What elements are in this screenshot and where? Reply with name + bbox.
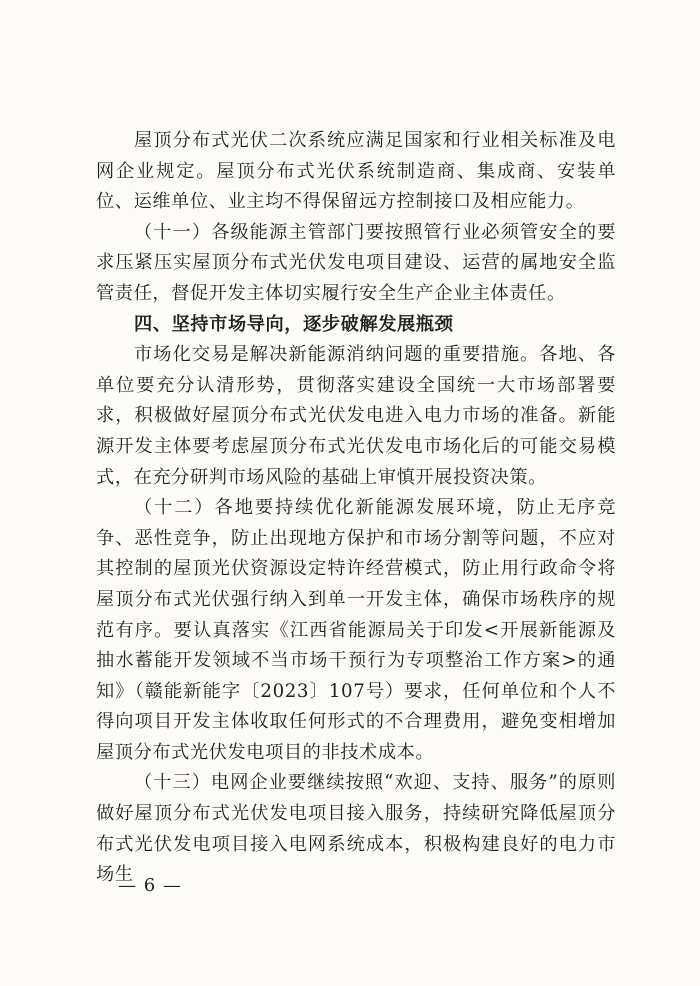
paragraph-item-12: （十二）各地要持续优化新能源发展环境，防止无序竞争、恶性竞争，防止出现地方保护和市场分割等问题，不应对其控制的屋顶光伏资源设定特许经营模式，防止用行政命令将屋顶分布式光伏强行纳入到单一开发主体，确保市场秩序的规范有序。要认真落实《江西省能源局关于印发<开展新能源及抽水蓄能开发领域不当市场干预行为专项整治工作方案>的通知》（赣能新能字〔2023〕107号）要求，任何单位和个人不得向项目开发主体收取任何形式的不合理费用，避免变相增加屋顶分布式光伏发电项目的非技术成本。 bbox=[96, 497, 616, 763]
paragraph-item-11: （十一）各级能源主管部门要按照管行业必须管安全的要求压紧压实屋顶分布式光伏发电项目建设、运营的属地安全监管责任，督促开发主体切实履行安全生产企业主体责任。 bbox=[96, 221, 616, 304]
section-heading-4: 四、坚持市场导向，逐步破解发展瓶颈 bbox=[134, 313, 454, 335]
paragraph-item-13: （十三）电网企业要继续按照“欢迎、支持、服务”的原则做好屋顶分布式光伏发电项目接入服务，持续研究降低屋顶分布式光伏发电项目接入电网系统成本，积极构建良好的电力市场生 bbox=[96, 772, 616, 886]
paragraph-secondary-system-standards: 屋顶分布式光伏二次系统应满足国家和行业相关标准及电网企业规定。屋顶分布式光伏系统制造商、集成商、安装单位、运维单位、业主均不得保留远方控制接口及相应能力。 bbox=[96, 130, 616, 213]
paragraph-market-trading: 市场化交易是解决新能源消纳问题的重要措施。各地、各单位要充分认清形势，贯彻落实建设全国统一大市场部署要求，积极做好屋顶分布式光伏发电进入电力市场的准备。新能源开发主体要考虑屋顶分布式光伏发电市场化后的可能交易模式，在充分研判市场风险的基础上审慎开展投资决策。 bbox=[96, 344, 616, 488]
page-number: — 6 — bbox=[118, 875, 182, 896]
document-body bbox=[96, 126, 616, 891]
